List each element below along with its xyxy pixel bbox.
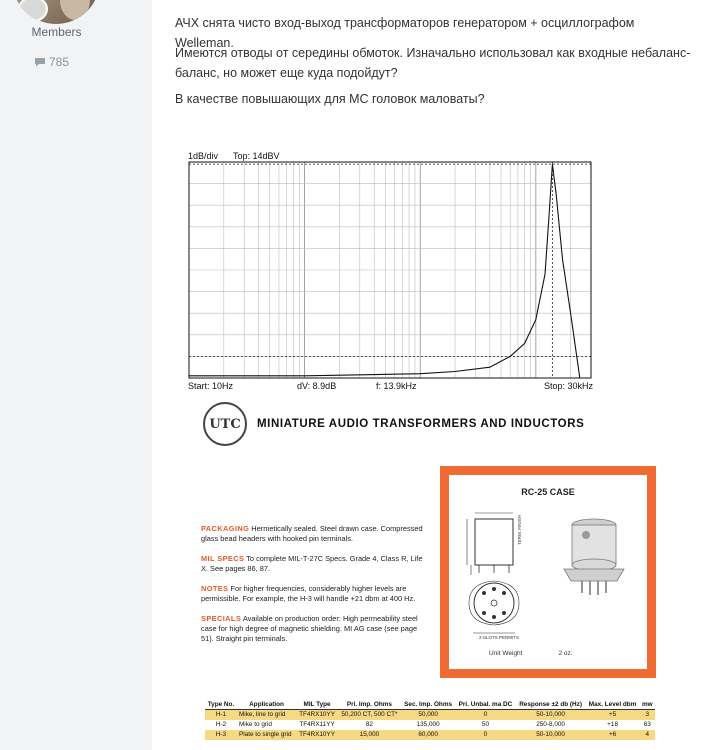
svg-text:2-SLOTS PERMITS: 2-SLOTS PERMITS (479, 635, 520, 640)
author-sidebar (0, 0, 152, 750)
col-mw: mw (640, 700, 655, 710)
note-notes: NOTES For higher frequencies, considerably higher levels are permissible. For example, the H-3 will handle +21 dbm at 400 Hz. (201, 584, 416, 603)
col-mil-type: MIL Type (296, 700, 338, 710)
note-packaging: PACKAGING Hermetically sealed. Steel drawn case. Compressed glass bead headers with hooked pin terminals. (201, 524, 423, 543)
reputation-value: 785 (49, 55, 70, 69)
post-paragraph: АЧХ снята чисто вход-выход трансформаторов генератором + осциллографом Welleman. (175, 16, 635, 50)
scope-start-label: Start: 10Hz (188, 381, 234, 391)
svg-text:TERM. FINISH: TERM. FINISH (517, 515, 522, 545)
post-paragraph: Имеются отводы от середины обмоток. Изначально использовал как входные небаланс-баланс, но может еще куда подойдут? (175, 46, 691, 80)
scope-scale-label: 1dB/div (188, 151, 219, 161)
specs-table (205, 700, 655, 740)
case-weight: Unit Weight 2 oz. (489, 650, 573, 657)
comment-icon (34, 57, 46, 67)
col-application: Application (237, 700, 296, 710)
rc25-case-panel (440, 466, 656, 678)
table-row: H-3 Plate to single grid TF4RX10YY 15,000 60,000 0 50-10,000 +6 4 (205, 730, 655, 740)
col-type: Type No. (205, 700, 237, 710)
case-drawing-icon (449, 505, 647, 665)
case-title: RC-25 CASE (521, 487, 575, 497)
datasheet-image (195, 400, 665, 750)
scope-top-label: Top: 14dBV (233, 151, 280, 161)
avatar[interactable] (12, 0, 100, 24)
col-pri-imp: Pri. Imp. Ohms (338, 700, 401, 710)
utc-logo: UTC (203, 402, 247, 446)
table-row: H-1 Mike, line to grid TF4RX10YY 50,200 CT, 500 CT* 50,000 0 50-10,000 +5 3 (205, 710, 655, 721)
note-specials: SPECIALS Available on production order: High permeability steel case for high degree of magnetic shielding. MI AG case (see page 51). Straight pin terminals. (201, 614, 418, 643)
rank-badge-icon (18, 0, 48, 22)
col-response: Response ±2 db (Hz) (516, 700, 586, 710)
post-paragraph: В качестве повышающих для МС головок маловаты? (175, 92, 485, 106)
scope-freq-label: f: 13.9kHz (376, 381, 417, 391)
member-group: Members (31, 25, 82, 39)
frequency-response-chart[interactable] (185, 148, 595, 394)
scope-stop-label: Stop: 30kHz (544, 381, 594, 391)
col-max-level: Max. Level dbm (586, 700, 640, 710)
col-sec-imp: Sec. Imp. Ohms (401, 700, 455, 710)
datasheet-notes (201, 524, 431, 654)
scope-dv-label: dV: 8.9dB (297, 381, 337, 391)
datasheet-title: MINIATURE AUDIO TRANSFORMERS AND INDUCTORS (257, 418, 585, 430)
note-mil-specs: MIL SPECS To complete MIL-T-27C Specs. Grade 4, Class R, Life X. See pages 86, 87. (201, 554, 423, 573)
col-pri-unbal: Pri. Unbal. ma DC (455, 700, 515, 710)
reputation-count (34, 55, 69, 69)
avatar-photo (60, 0, 90, 20)
table-row: H-2 Mike to grid TF4RX11YY 82 135,000 50 250-8,000 +18 63 (215, 721, 651, 728)
